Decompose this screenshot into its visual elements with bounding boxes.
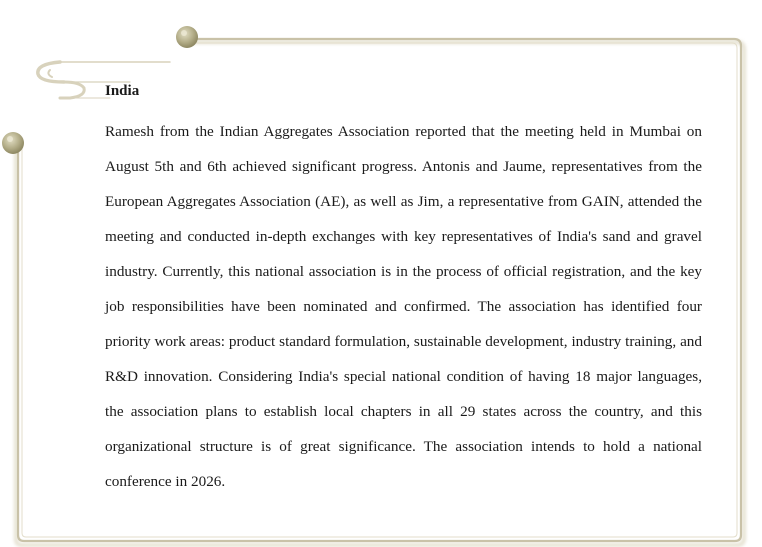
section-body-paragraph: Ramesh from the Indian Aggregates Association reported that the meeting held in Mumbai on August 5th and 6th achieved significant progress. Antonis and Jaume, representatives from the European Aggregates Association (AE), as well as Jim, a representative from GAIN, attended the meeting and conducted in-depth exchanges with key representatives of India's sand and gravel industry. Currently, this national association is in the process of official registration, and the key job responsibilities have been nominated and confirmed. The association has identified four priority work areas: product standard formulation, sustainable development, industry training, and R&D innovation. Considering India's special national condition of having 18 major languages, the association plans to establish local chapters in all 29 states across the country, and this organizational structure is of great significance. The association intends to hold a national conference in 2026. <box>105 123 702 490</box>
section-heading: India <box>105 83 140 99</box>
article-content <box>105 72 702 499</box>
top-bead-icon <box>176 26 198 48</box>
left-bead-icon <box>2 132 24 154</box>
